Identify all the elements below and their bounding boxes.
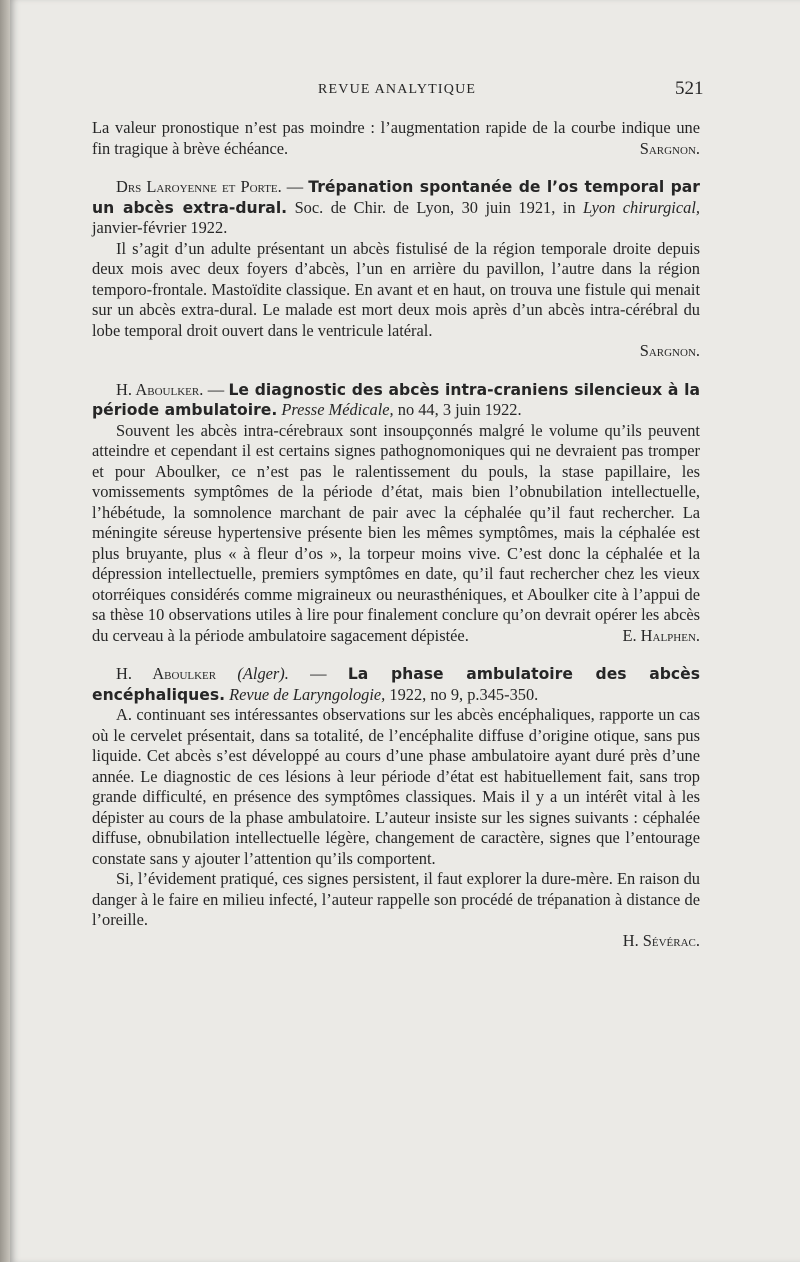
article-1-signature: Sargnon. <box>639 341 700 360</box>
article-1-body: Il s’agit d’un adulte présentant un abcès fistulisé de la région temporale droite depuis deux mois avec deux foyers d’abcès, l’un en arrière du pavillon, l’autre dans la région temporo-frontale. Mastoïdite classique. En avant et en haut, on trouva une fistule qui menait sur un abcès extra-dural. Le malade est mort deux mois après d’un abcès intra-cérébral du lobe temporal droit ouvert dans le ventricule latéral. <box>92 238 700 340</box>
article-3-heading <box>92 664 700 705</box>
article-2-body: Souvent les abcès intra-cérebraux sont insoupçonnés malgré le volume qu’ils peuvent atteindre et cependant il est certains signes pathognomoniques qui ne devraient pas tromper et pour Aboulker, ce n’est pas le ralentissement du pouls, la stase papillaire, les vomissements symptômes de la période d’état, mais bien l’obnubilation intellectuelle, l’hébétude, la somnolence marchant de pair avec la céphalée qu’il faut rechercher. La méningite séreuse hypertensive présente bien les mêmes symptômes, mais la céphalée est plus bruyante, plus « à fleur d’os », la torpeur moins vive. C’est donc la céphalée et la dépression intellectuelle, premiers symptômes en date, qu’il faut rechercher chez les vieux otorréiques considérés comme migraineux ou neurasthéniques, et Aboulker cite à l’appui de sa thèse 10 observations utiles à lire pour finalement conclure qu’on devrait opérer les abcès du cerveau à la période ambulatoire sagacement dépistée. <box>92 420 700 645</box>
article-3-signature: H. Sévérac. <box>622 930 700 950</box>
article-3-body-1: A. continuant ses intéressantes observations sur les abcès encéphaliques, rapporte un cas où le cervelet présentait, dans sa totalité, de l’encéphalite diffuse d’origine otique, sans pus liquide. Cet abcès s’est développé au cours d’une phase ambulatoire ayant duré près d’une année. Le diagnostic de ces lésions à leur période d’état est habituellement fait, sans trop grande difficulté, en présence des symptômes classiques. Mais il y a un intérêt vital à les dépister au cours de la phase ambulatoire. L’auteur insiste sur les signes suivants : céphalée diffuse, obnubilation intellectuelle légère, changement de caractère, signes que l’entourage constate sans y ajouter l’attention qu’ils comportent. <box>92 705 700 868</box>
article-1-date: janvier-février 1922. <box>92 218 228 237</box>
page-content <box>92 118 700 951</box>
article-3-dash: — <box>310 664 327 683</box>
article-3-title: La phase ambulatoire des abcès encéphaliques. <box>92 665 700 704</box>
article-2-heading <box>92 380 700 421</box>
article-0 <box>92 118 700 159</box>
article-1-source: Soc. de Chir. de Lyon, 30 juin 1921, in <box>294 197 576 217</box>
article-2 <box>92 380 700 647</box>
running-header <box>0 78 800 102</box>
article-2-body-wrap <box>92 421 700 647</box>
article-2-authors: H. Aboulker. — <box>116 379 225 399</box>
article-3-journal: Revue de Laryngologie, <box>229 684 386 704</box>
page-number: 521 <box>675 78 704 99</box>
article-2-signature: E. Halphen. <box>622 625 700 645</box>
article-1-journal: Lyon chirurgical, <box>582 197 700 217</box>
article-3-authors: H. Aboulker <box>116 664 217 683</box>
article-3-body-2: Si, l’évidement pratiqué, ces signes persistent, il faut explorer la dure-mère. En raison du danger à le faire en milieu infecté, l’auteur rappelle son procédé de trépanation à distance de l’oreille. <box>92 869 700 929</box>
article-1-title: Trépanation spontanée de l’os temporal par un abcès extra-dural. <box>92 178 700 217</box>
article-1 <box>92 177 700 362</box>
article-2-title: Le diagnostic des abcès intra-craniens silencieux à la période ambulatoire. <box>92 380 700 419</box>
article-3-ref: 1922, no 9, p.345-350. <box>389 684 539 704</box>
article-0-text: La valeur pronostique n’est pas moindre : l’augmentation rapide de la courbe indique une fin tragique à brève échéance. <box>92 118 700 158</box>
page-binding-edge <box>0 0 10 1262</box>
article-3-city: (Alger). <box>237 664 289 683</box>
article-3 <box>92 664 700 951</box>
article-1-heading <box>92 177 700 239</box>
article-1-authors: Drs Laroyenne et Porte. — <box>116 177 304 196</box>
journal-title: REVUE ANALYTIQUE <box>318 82 477 97</box>
article-0-signature: Sargnon. <box>639 138 700 158</box>
article-2-journal: Presse Médicale, <box>281 400 394 419</box>
article-2-date: no 44, 3 juin 1922. <box>397 400 522 419</box>
